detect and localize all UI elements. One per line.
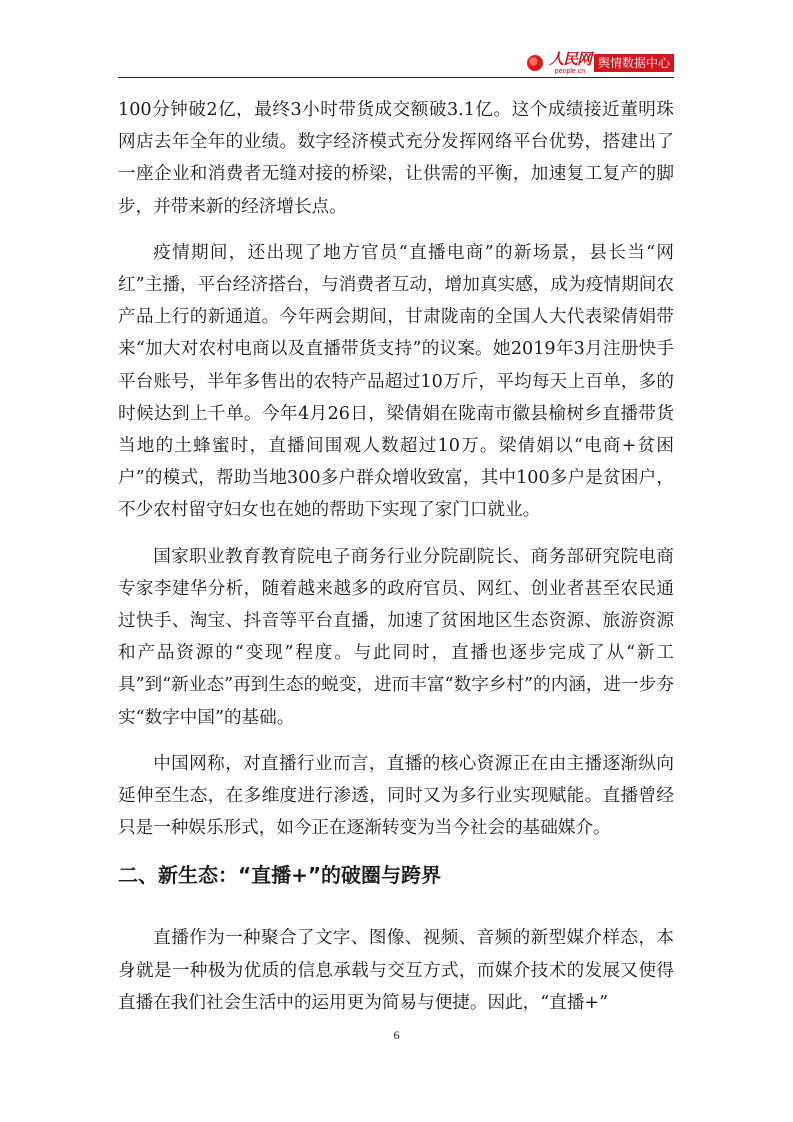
logo-chinese-name: 人民网 (548, 49, 591, 68)
people-swirl-icon (525, 53, 547, 73)
logo-department-tag: 舆情数据中心 (594, 54, 674, 72)
page-header (118, 50, 674, 78)
paragraph-1: 100分钟破2亿，最终3小时带货成交额破3.1亿。这个成绩接近董明珠网店去年全年的业绩。数字经济模式充分发挥网络平台优势，搭建出了一座企业和消费者无缝对接的桥梁，让供需的平衡，加速复工复产的脚步，并带来新的经济增长点。 (118, 100, 674, 217)
logo-domain: people.cn (554, 67, 586, 75)
paragraph-2: 疫情期间，还出现了地方官员“直播电商”的新场景，县长当“网红”主播，平台经济搭台，与消费者互动，增加真实感，成为疫情期间农产品上行的新通道。今年两会期间，甘肃陇南的全国人大代表梁倩娟带来“加大对农村电商以及直播带货支持”的议案。她2019年3月注册快手平台账号，半年多售出的农特产品超过10万斤，平均每天上百单，多的时候达到上千单。今年4月26日，梁倩娟在陇南市徽县榆树乡直播带货当地的土蜂蜜时，直播间围观人数超过10万。梁倩娟以“电商+贫困户”的模式，帮助当地300多户群众增收致富，其中100多户是贫困户，不少农村留守妇女也在她的帮助下实现了家门口就业。 (118, 242, 674, 521)
paragraph-3: 国家职业教育教育院电子商务行业分院副院长、商务部研究院电商专家李建华分析，随着越来越多的政府官员、网红、创业者甚至农民通过快手、淘宝、抖音等平台直播，加速了贫困地区生态资源、旅游资源和产品资源的“变现”程度。与此同时，直播也逐步完成了从“新工具”到“新业态”再到生态的蜕变，进而丰富“数字乡村”的内涵，进一步夯实“数字中国”的基础。 (118, 546, 674, 728)
section-heading: 二、新生态：“直播+”的破圈与跨界 (118, 863, 442, 888)
header-divider (118, 77, 674, 78)
people-cn-logo (525, 50, 674, 76)
page-number: 6 (393, 1028, 400, 1042)
logo-text (548, 49, 591, 75)
paragraph-4: 中国网称，对直播行业而言，直播的核心资源正在由主播逐渐纵向延伸至生态，在多维度进行渗透，同时又为多行业实现赋能。直播曾经只是一种娱乐形式，如今正在逐渐转变为当今社会的基础媒介。 (118, 753, 674, 839)
paragraph-5: 直播作为一种聚合了文字、图像、视频、音频的新型媒介样态，本身就是一种极为优质的信息承载与交互方式，而媒介技术的发展又使得直播在我们社会生活中的运用更为简易与便捷。因此，“直播+” (118, 928, 674, 1013)
document-body (118, 94, 674, 1033)
